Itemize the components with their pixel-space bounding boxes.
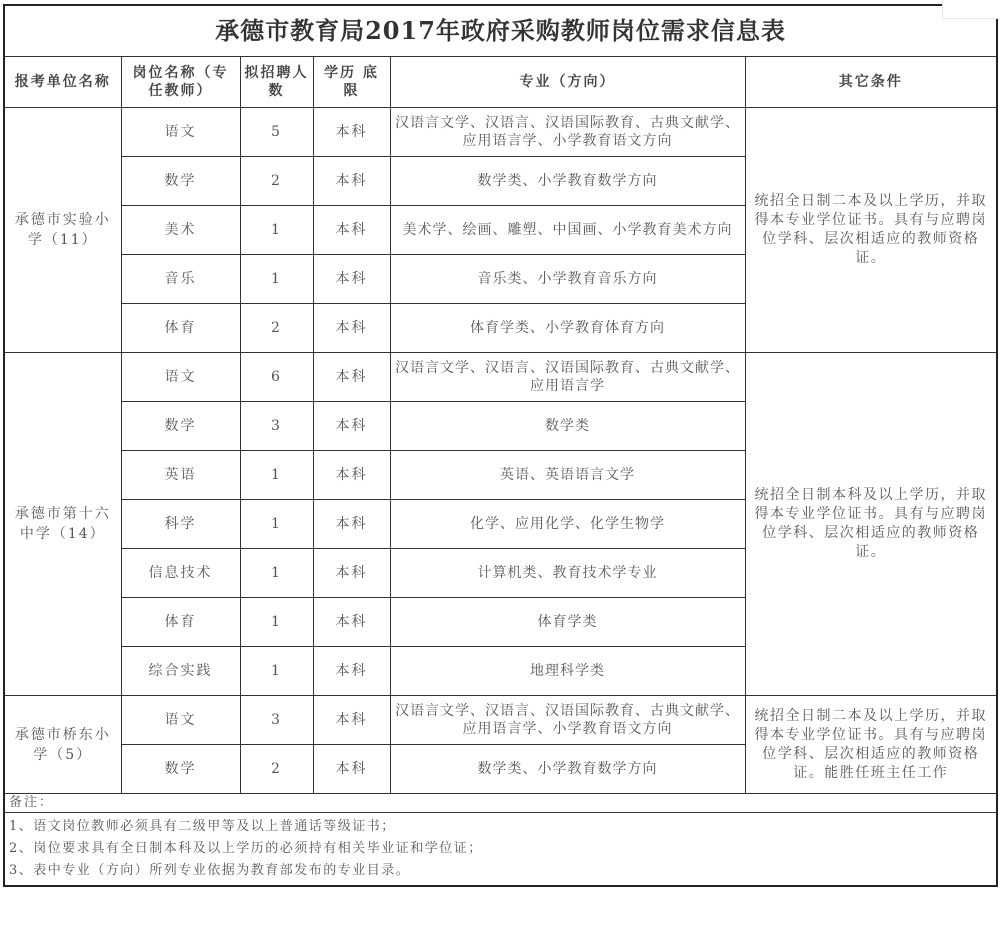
position-name: 语文 xyxy=(121,353,240,402)
major-direction: 数学类、小学教育数学方向 xyxy=(390,157,745,206)
table-title: 承德市教育局2017年政府采购教师岗位需求信息表 xyxy=(4,5,997,57)
position-name: 数学 xyxy=(121,745,240,794)
major-direction: 英语、英语语言文学 xyxy=(390,451,745,500)
major-direction: 数学类、小学教育数学方向 xyxy=(390,745,745,794)
table-row xyxy=(4,353,997,402)
position-name: 数学 xyxy=(121,402,240,451)
education-min: 本科 xyxy=(313,598,390,647)
header-count: 拟招聘人数 xyxy=(240,57,313,108)
hire-count: 1 xyxy=(240,598,313,647)
position-name: 综合实践 xyxy=(121,647,240,696)
position-name: 音乐 xyxy=(121,255,240,304)
position-name: 语文 xyxy=(121,696,240,745)
table-row xyxy=(4,696,997,745)
position-name: 体育 xyxy=(121,598,240,647)
header-position: 岗位名称（专任教师） xyxy=(121,57,240,108)
hire-count: 6 xyxy=(240,353,313,402)
corner-overlay xyxy=(942,0,1000,19)
position-name: 数学 xyxy=(121,157,240,206)
unit-name: 承德市第十六中学（14） xyxy=(4,353,121,696)
note-item: 3、表中专业（方向）所列专业依据为教育部发布的专业目录。 xyxy=(9,863,411,878)
education-min: 本科 xyxy=(313,108,390,157)
table-row xyxy=(4,108,997,157)
hire-count: 2 xyxy=(240,745,313,794)
major-direction: 地理科学类 xyxy=(390,647,745,696)
hire-count: 1 xyxy=(240,500,313,549)
hire-count: 2 xyxy=(240,304,313,353)
other-conditions: 统招全日制二本及以上学历，并取得本专业学位证书。具有与应聘岗位学科、层次相适应的教师资格证。 xyxy=(745,108,997,353)
hire-count: 1 xyxy=(240,255,313,304)
header-row xyxy=(4,57,997,108)
hire-count: 5 xyxy=(240,108,313,157)
position-name: 语文 xyxy=(121,108,240,157)
major-direction: 化学、应用化学、化学生物学 xyxy=(390,500,745,549)
major-direction: 音乐类、小学教育音乐方向 xyxy=(390,255,745,304)
header-other: 其它条件 xyxy=(745,57,997,108)
education-min: 本科 xyxy=(313,745,390,794)
position-name: 英语 xyxy=(121,451,240,500)
hire-count: 1 xyxy=(240,451,313,500)
education-min: 本科 xyxy=(313,304,390,353)
notes-body-row xyxy=(4,813,997,887)
job-requirements-sheet xyxy=(3,4,996,926)
position-name: 科学 xyxy=(121,500,240,549)
position-name: 体育 xyxy=(121,304,240,353)
education-min: 本科 xyxy=(313,500,390,549)
education-min: 本科 xyxy=(313,353,390,402)
header-major: 专业（方向） xyxy=(390,57,745,108)
education-min: 本科 xyxy=(313,549,390,598)
education-min: 本科 xyxy=(313,451,390,500)
job-requirements-table xyxy=(3,4,998,887)
unit-name: 承德市实验小学（11） xyxy=(4,108,121,353)
unit-name: 承德市桥东小学（5） xyxy=(4,696,121,794)
major-direction: 美术学、绘画、雕塑、中国画、小学教育美术方向 xyxy=(390,206,745,255)
notes-header-row xyxy=(4,794,997,813)
notes-label: 备注： xyxy=(4,794,997,813)
hire-count: 1 xyxy=(240,206,313,255)
major-direction: 体育学类 xyxy=(390,598,745,647)
education-min: 本科 xyxy=(313,255,390,304)
education-min: 本科 xyxy=(313,402,390,451)
education-min: 本科 xyxy=(313,157,390,206)
note-item: 1、语文岗位教师必须具有二级甲等及以上普通话等级证书； xyxy=(9,819,396,834)
major-direction: 汉语言文学、汉语言、汉语国际教育、古典文献学、应用语言学 xyxy=(390,353,745,402)
hire-count: 3 xyxy=(240,696,313,745)
hire-count: 1 xyxy=(240,647,313,696)
major-direction: 数学类 xyxy=(390,402,745,451)
education-min: 本科 xyxy=(313,696,390,745)
major-direction: 汉语言文学、汉语言、汉语国际教育、古典文献学、应用语言学、小学教育语文方向 xyxy=(390,108,745,157)
hire-count: 2 xyxy=(240,157,313,206)
note-item: 2、岗位要求具有全日制本科及以上学历的必须持有相关毕业证和学位证； xyxy=(9,841,483,856)
position-name: 信息技术 xyxy=(121,549,240,598)
education-min: 本科 xyxy=(313,647,390,696)
major-direction: 计算机类、教育技术学专业 xyxy=(390,549,745,598)
hire-count: 3 xyxy=(240,402,313,451)
hire-count: 1 xyxy=(240,549,313,598)
notes-body xyxy=(4,813,997,887)
major-direction: 体育学类、小学教育体育方向 xyxy=(390,304,745,353)
header-education: 学历 底限 xyxy=(313,57,390,108)
other-conditions: 统招全日制二本及以上学历，并取得本专业学位证书。具有与应聘岗位学科、层次相适应的教师资格证。能胜任班主任工作 xyxy=(745,696,997,794)
major-direction: 汉语言文学、汉语言、汉语国际教育、古典文献学、应用语言学、小学教育语文方向 xyxy=(390,696,745,745)
position-name: 美术 xyxy=(121,206,240,255)
header-unit: 报考单位名称 xyxy=(4,57,121,108)
education-min: 本科 xyxy=(313,206,390,255)
other-conditions: 统招全日制本科及以上学历，并取得本专业学位证书。具有与应聘岗位学科、层次相适应的教师资格证。 xyxy=(745,353,997,696)
